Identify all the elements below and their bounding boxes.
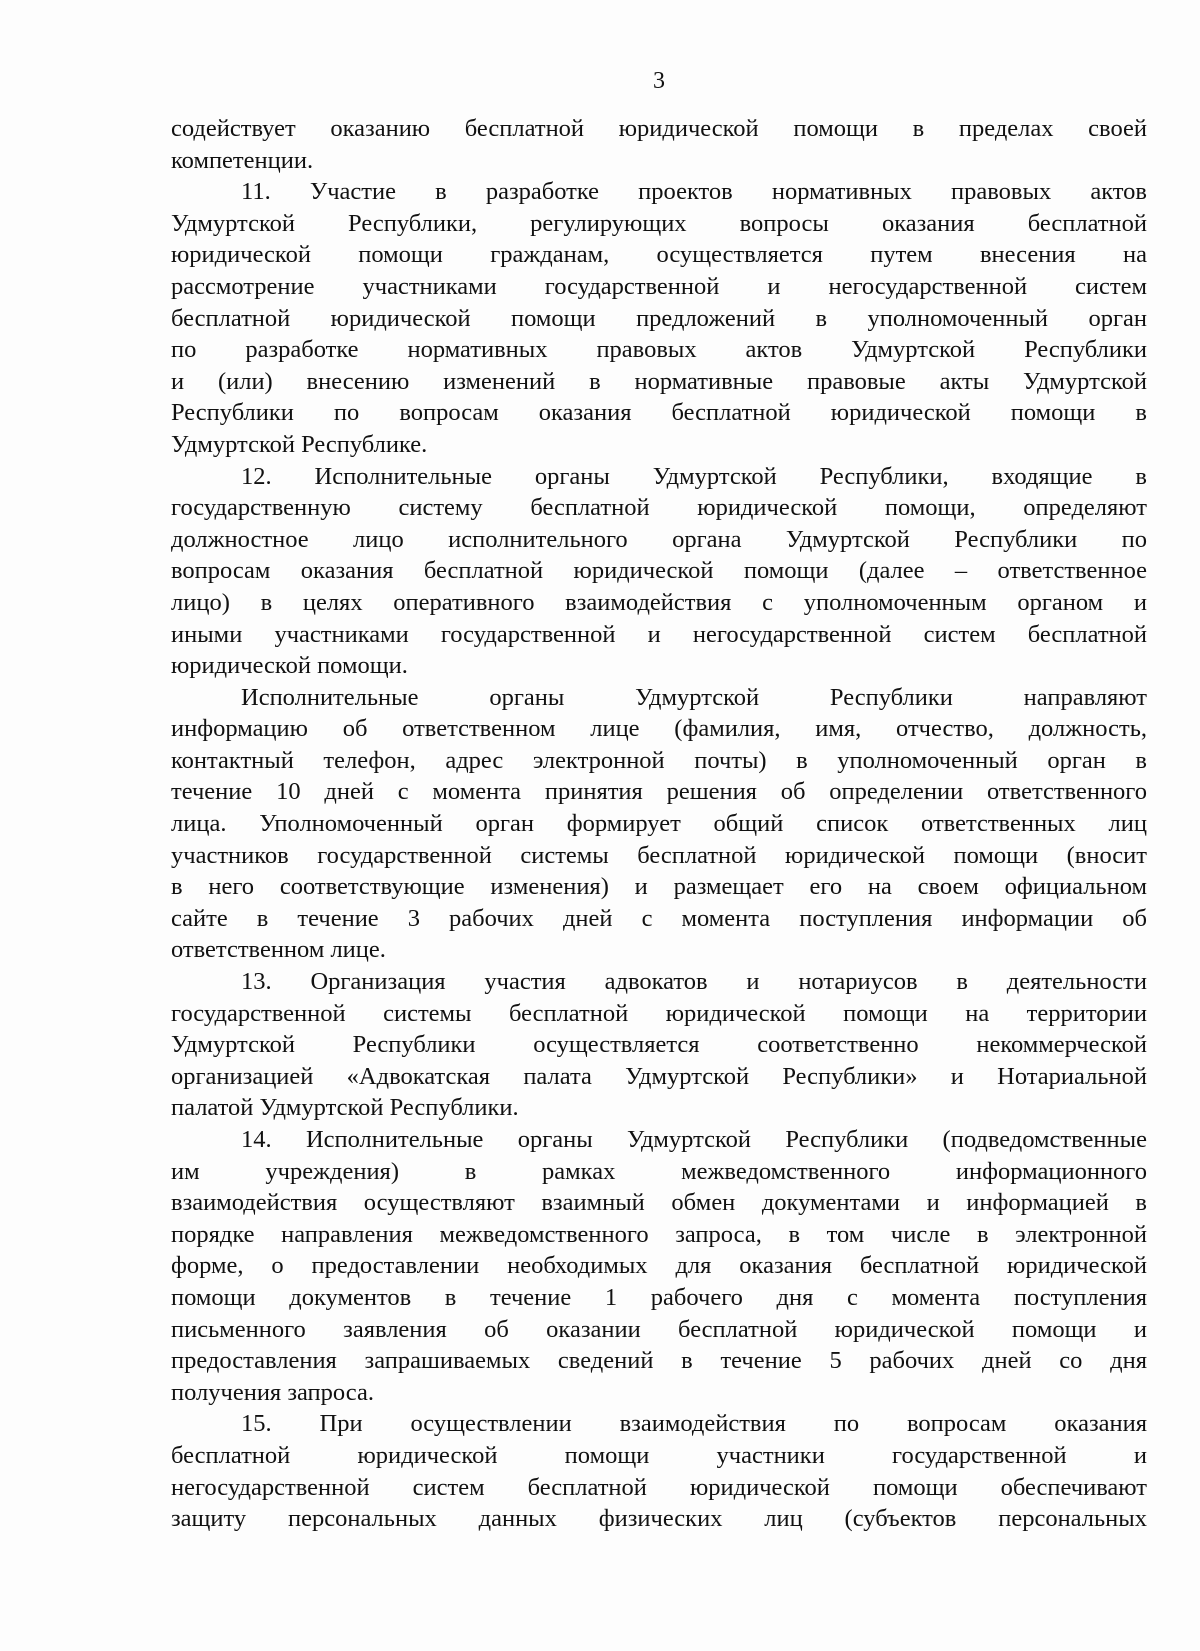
text-line: сайте в течение 3 рабочих дней с момента поступления информации об bbox=[171, 904, 1147, 932]
text-line: помощи документов в течение 1 рабочего дня с момента поступления bbox=[171, 1283, 1147, 1311]
text-line: Удмуртской Республики осуществляется соответственно некоммерческой bbox=[171, 1031, 1147, 1059]
text-line: предоставления запрашиваемых сведений в течение 5 рабочих дней со дня bbox=[171, 1347, 1147, 1375]
text-line: рассмотрение участниками государственной и негосударственной систем bbox=[171, 272, 1147, 300]
text-line: Удмуртской Республики, регулирующих вопросы оказания бесплатной bbox=[171, 209, 1147, 237]
text-line: и (или) внесению изменений в нормативные правовые акты Удмуртской bbox=[171, 367, 1147, 395]
text-line: ответственном лице. bbox=[171, 936, 386, 964]
text-line: 13. Организация участия адвокатов и нотариусов в деятельности bbox=[241, 968, 1147, 996]
text-line: 15. При осуществлении взаимодействия по вопросам оказания bbox=[241, 1410, 1147, 1438]
text-line: в него соответствующие изменения) и размещает его на своем официальном bbox=[171, 873, 1147, 901]
text-line: взаимодействия осуществляют взаимный обмен документами и информацией в bbox=[171, 1189, 1147, 1217]
text-line: должностное лицо исполнительного органа Удмуртской Республики по bbox=[171, 525, 1147, 553]
text-line: участников государственной системы бесплатной юридической помощи (вносит bbox=[171, 841, 1147, 869]
text-line: 14. Исполнительные органы Удмуртской Республики (подведомственные bbox=[241, 1126, 1147, 1153]
text-line: информацию об ответственном лице (фамилия, имя, отчество, должность, bbox=[171, 715, 1147, 743]
text-line: иными участниками государственной и негосударственной систем бесплатной bbox=[171, 620, 1147, 648]
text-line: им учреждения) в рамках межведомственного информационного bbox=[171, 1157, 1147, 1185]
text-line: течение 10 дней с момента принятия решения об определении ответственного bbox=[171, 778, 1147, 806]
text-line: организацией «Адвокатская палата Удмуртской Республики» и Нотариальной bbox=[171, 1062, 1147, 1090]
text-line: государственную систему бесплатной юридической помощи, определяют bbox=[171, 494, 1147, 522]
text-line: вопросам оказания бесплатной юридической помощи (далее – ответственное bbox=[171, 557, 1147, 585]
text-line: бесплатной юридической помощи предложений в уполномоченный орган bbox=[171, 304, 1147, 332]
text-line: письменного заявления об оказании бесплатной юридической помощи и bbox=[171, 1315, 1147, 1343]
text-line: по разработке нормативных правовых актов Удмуртской Республики bbox=[171, 336, 1147, 364]
text-line: палатой Удмуртской Республики. bbox=[171, 1094, 519, 1122]
text-line: бесплатной юридической помощи участники государственной и bbox=[171, 1441, 1147, 1469]
text-line: лица. Уполномоченный орган формирует общий список ответственных лиц bbox=[171, 810, 1147, 838]
text-line: государственной системы бесплатной юридической помощи на территории bbox=[171, 999, 1147, 1027]
text-line: 12. Исполнительные органы Удмуртской Республики, входящие в bbox=[241, 462, 1147, 490]
text-line: юридической помощи. bbox=[171, 652, 408, 680]
text-line: Удмуртской Республике. bbox=[171, 430, 428, 458]
text-line: содействует оказанию бесплатной юридической помощи в пределах своей bbox=[171, 115, 1147, 142]
text-line: Исполнительные органы Удмуртской Республики направляют bbox=[241, 683, 1147, 711]
text-line: форме, о предоставлении необходимых для оказания бесплатной юридической bbox=[171, 1252, 1147, 1280]
text-line: защиту персональных данных физических лиц (субъектов персональных bbox=[171, 1505, 1147, 1533]
text-line: юридической помощи гражданам, осуществляется путем внесения на bbox=[171, 241, 1147, 269]
text-line: 11. Участие в разработке проектов нормативных правовых актов bbox=[241, 178, 1147, 206]
text-line: порядке направления межведомственного запроса, в том числе в электронной bbox=[171, 1220, 1147, 1248]
text-line: получения запроса. bbox=[171, 1378, 374, 1406]
text-line: лицо) в целях оперативного взаимодействия с уполномоченным органом и bbox=[171, 588, 1147, 616]
document-body bbox=[171, 113, 1147, 1535]
text-line: контактный телефон, адрес электронной почты) в уполномоченный орган в bbox=[171, 746, 1147, 774]
text-line: компетенции. bbox=[171, 146, 314, 174]
text-line: негосударственной систем бесплатной юридической помощи обеспечивают bbox=[171, 1473, 1147, 1501]
text-line: Республики по вопросам оказания бесплатной юридической помощи в bbox=[171, 399, 1147, 427]
page-number: 3 bbox=[653, 68, 665, 94]
